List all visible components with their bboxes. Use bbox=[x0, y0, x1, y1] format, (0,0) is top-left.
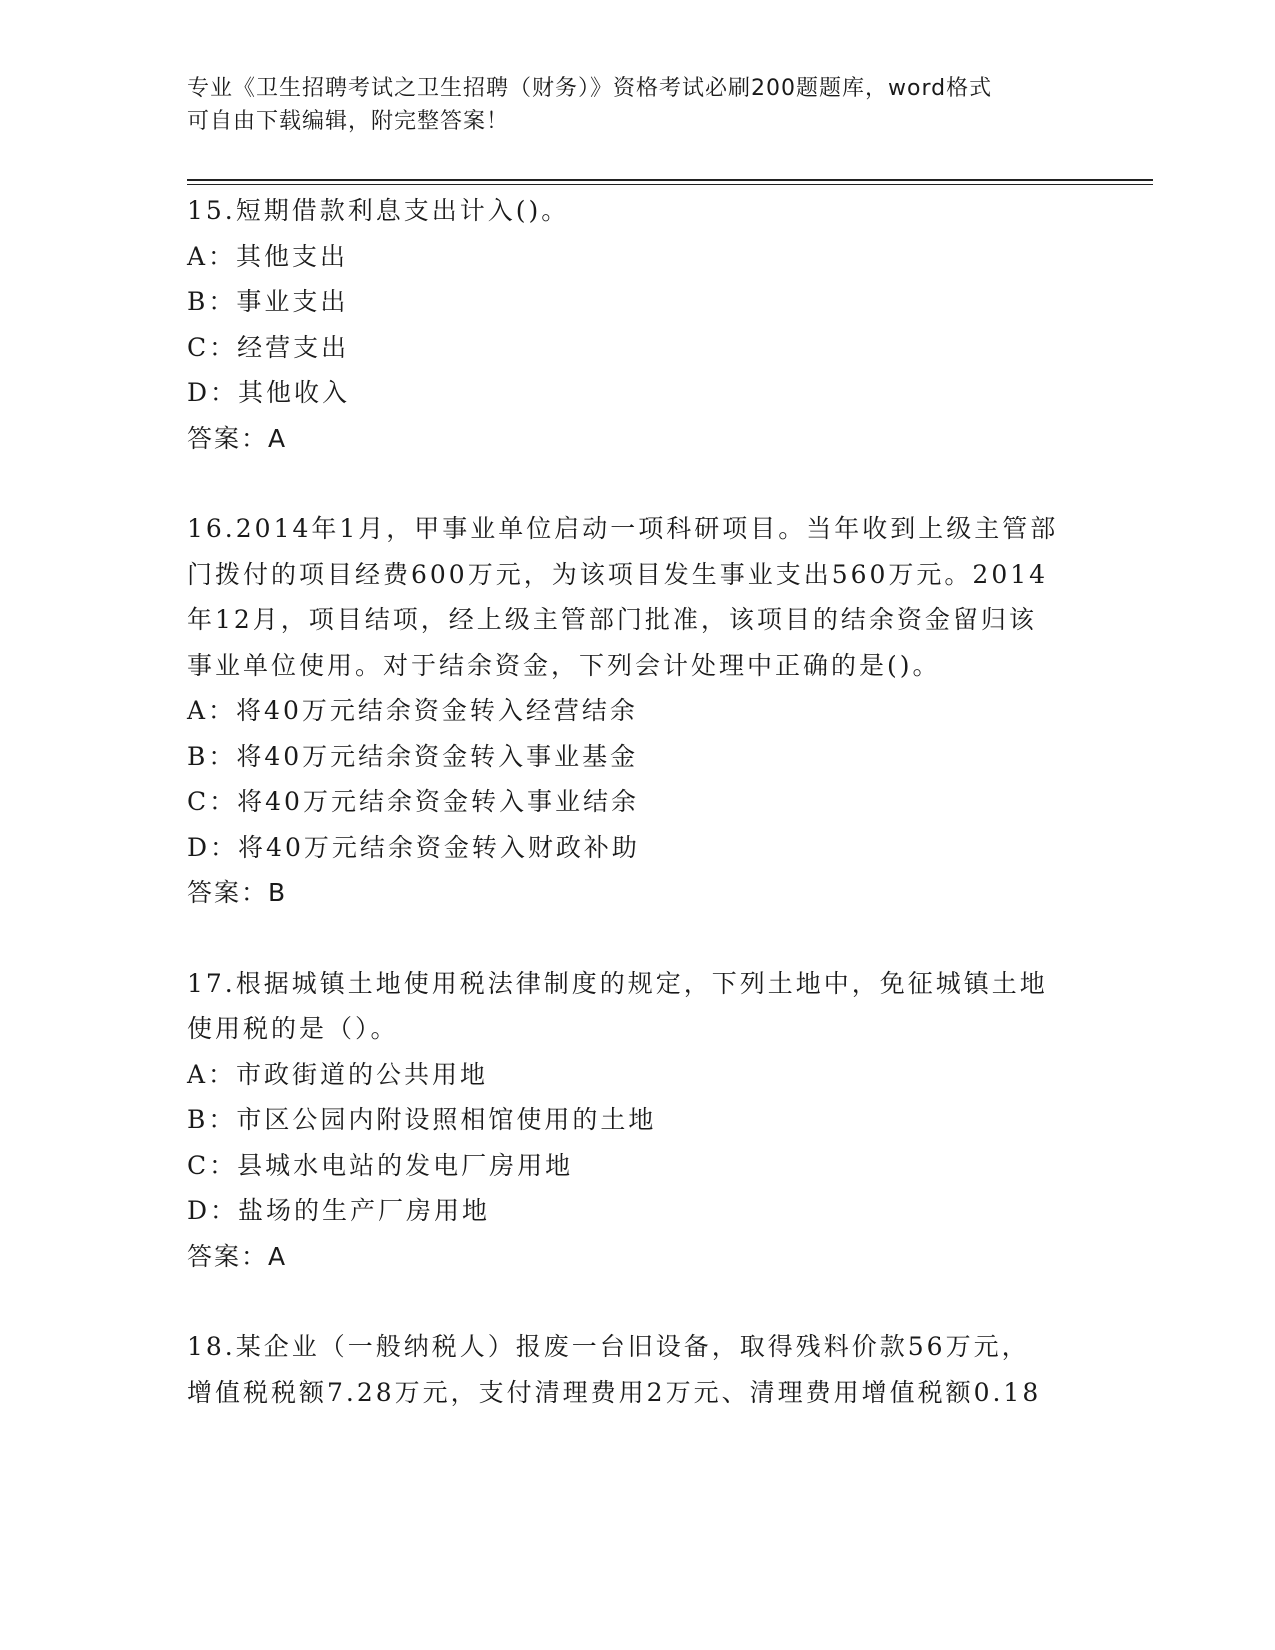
option-d: D：将40万元结余资金转入财政补助 bbox=[187, 832, 640, 862]
option-b: B：事业支出 bbox=[187, 287, 349, 316]
question-stem: 门拨付的项目经费600万元，为该项目发生事业支出560万元。2014 bbox=[187, 559, 1049, 589]
option-a: A：其他支出 bbox=[187, 241, 349, 271]
question-stem: 18.某企业（一般纳税人）报废一台旧设备，取得残料价款56万元， bbox=[187, 1332, 1030, 1361]
question-stem: 使用税的是（）。 bbox=[187, 1014, 399, 1043]
header-divider-thin bbox=[187, 184, 1153, 185]
answer-label: 答案：A bbox=[187, 1241, 288, 1271]
question-15 bbox=[187, 188, 1087, 461]
option-d: D：其他收入 bbox=[187, 378, 351, 407]
question-16 bbox=[187, 506, 1087, 916]
option-b: B：市区公园内附设照相馆使用的土地 bbox=[187, 1105, 657, 1134]
question-stem: 年12月，项目结项，经上级主管部门批准，该项目的结余资金留归该 bbox=[187, 605, 1037, 634]
question-stem: 16.2014年1月，甲事业单位启动一项科研项目。当年收到上级主管部 bbox=[187, 514, 1059, 543]
question-stem: 事业单位使用。对于结余资金，下列会计处理中正确的是()。 bbox=[187, 650, 941, 680]
question-list bbox=[187, 188, 1087, 1460]
answer-label: 答案：A bbox=[187, 423, 288, 453]
option-a: A：市政街道的公共用地 bbox=[187, 1059, 489, 1089]
header-line-1: 专业《卫生招聘考试之卫生招聘（财务）》资格考试必刷200题题库，word格式 bbox=[187, 76, 993, 101]
answer-label: 答案：B bbox=[187, 878, 288, 907]
question-stem: 增值税税额7.28万元，支付清理费用2万元、清理费用增值税额0.18 bbox=[187, 1377, 1042, 1407]
option-a: A：将40万元结余资金转入经营结余 bbox=[187, 696, 638, 725]
question-stem: 15.短期借款利息支出计入()。 bbox=[187, 196, 570, 225]
option-c: C：县城水电站的发电厂房用地 bbox=[187, 1150, 574, 1180]
document-header bbox=[187, 72, 1067, 138]
question-18 bbox=[187, 1324, 1087, 1415]
option-c: C：经营支出 bbox=[187, 332, 350, 362]
question-17 bbox=[187, 961, 1087, 1280]
header-divider-thick bbox=[187, 179, 1153, 181]
option-b: B：将40万元结余资金转入事业基金 bbox=[187, 741, 639, 771]
option-d: D：盐场的生产厂房用地 bbox=[187, 1196, 491, 1225]
header-line-2: 可自由下载编辑，附完整答案！ bbox=[187, 109, 510, 134]
question-stem: 17.根据城镇土地使用税法律制度的规定，下列土地中，免征城镇土地 bbox=[187, 968, 1048, 998]
option-c: C：将40万元结余资金转入事业结余 bbox=[187, 787, 639, 816]
